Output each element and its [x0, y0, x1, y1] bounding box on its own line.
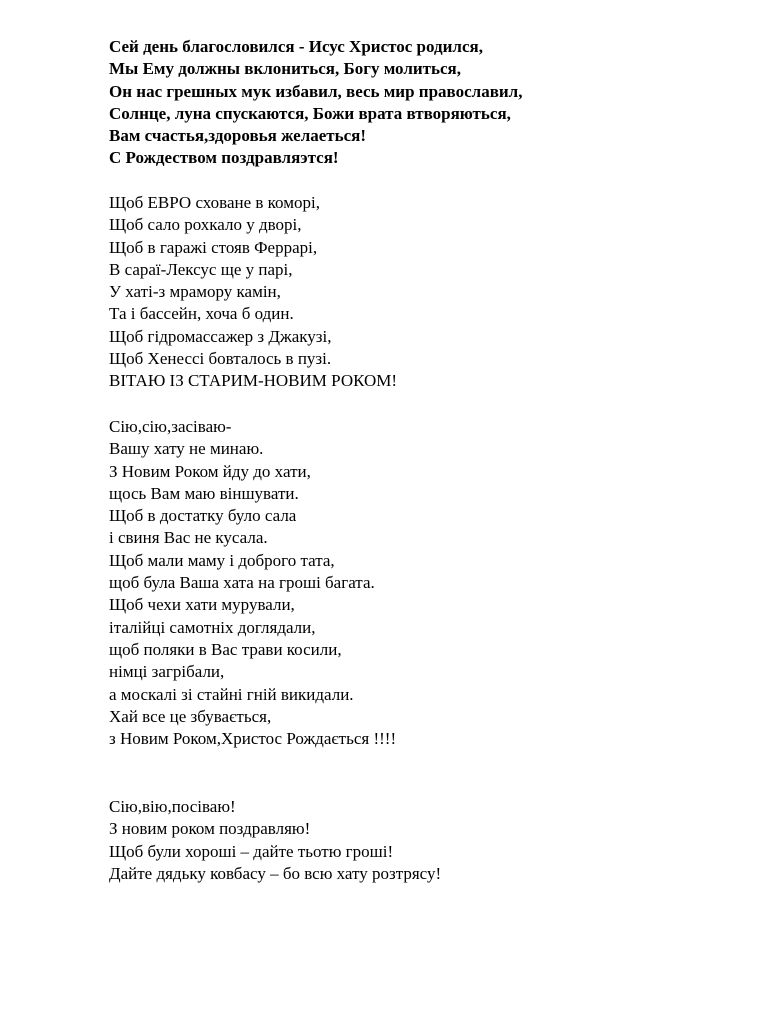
poem-line: Щоб були хороші – дайте тьотю гроші! — [109, 841, 394, 861]
poem-line: Щоб чехи хати мурували, — [109, 595, 295, 615]
poem-line: Вашу хату не минаю. — [109, 439, 264, 459]
stanza-old-new-year — [109, 192, 397, 393]
stanza-new-year-wish — [109, 796, 441, 885]
poem-line: німці загрібали, — [109, 662, 225, 682]
poem-line: В сараї-Лексус ще у парі, — [109, 259, 293, 279]
poem-line: Щоб сало рохкало у дворі, — [109, 215, 302, 235]
poem-line: і свиня Вас не кусала. — [109, 528, 268, 548]
poem-line: Та і бассейн, хоча б один. — [109, 304, 294, 324]
poem-line: Хай все це збувається, — [109, 706, 272, 726]
poem-line: ВІТАЮ ІЗ СТАРИМ-НОВИМ РОКОМ! — [109, 371, 398, 391]
poem-line: Щоб в гаражі стояв Феррарі, — [109, 237, 318, 257]
poem-line: Дайте дядьку ковбасу – бо всю хату розтрясу! — [109, 863, 442, 883]
poem-line: Сію,сію,засіваю- — [109, 417, 232, 436]
poem-line: Щоб гідромассажер з Джакузі, — [109, 326, 332, 346]
poem-line: З новим роком поздравляю! — [109, 819, 311, 839]
poem-line: Сей день благословился - Исус Христос родился, — [109, 37, 483, 56]
poem-line: щоб поляки в Вас трави косили, — [109, 639, 342, 659]
poem-line: щоб була Ваша хата на гроші багата. — [109, 573, 375, 593]
poem-line: Солнце, луна спускаются, Божи врата втворяються, — [109, 103, 511, 123]
poem-line: Щоб ЕВРО сховане в коморі, — [109, 193, 320, 212]
stanza-christmas-greeting — [109, 36, 522, 170]
poem-line: Щоб Хенессі бовталось в пузі. — [109, 349, 332, 369]
poem-line: Вам счастья,здоровья желаеться! — [109, 126, 367, 146]
poem-line: з Новим Роком,Христос Рождається !!!! — [109, 729, 397, 749]
stanza-sowing-verse — [109, 416, 396, 750]
poem-line: щось Вам маю віншувати. — [109, 483, 299, 503]
poem-line: італійці самотніх доглядали, — [109, 617, 316, 637]
poem-line: З Новим Роком йду до хати, — [109, 461, 311, 481]
poem-line: Щоб в достатку було сала — [109, 506, 297, 526]
poem-line: Сію,вію,посіваю! — [109, 797, 236, 816]
poem-line: С Рождеством поздравляэтся! — [109, 148, 339, 168]
poem-line: Мы Ему должны вклониться, Богу молиться, — [109, 59, 461, 79]
poem-line: а москалі зі стайні гній викидали. — [109, 684, 354, 704]
poem-line: У хаті-з мрамору камін, — [109, 282, 281, 302]
poem-line: Он нас грешных мук избавил, весь мир православил, — [109, 81, 523, 101]
poem-line: Щоб мали маму і доброго тата, — [109, 550, 335, 570]
